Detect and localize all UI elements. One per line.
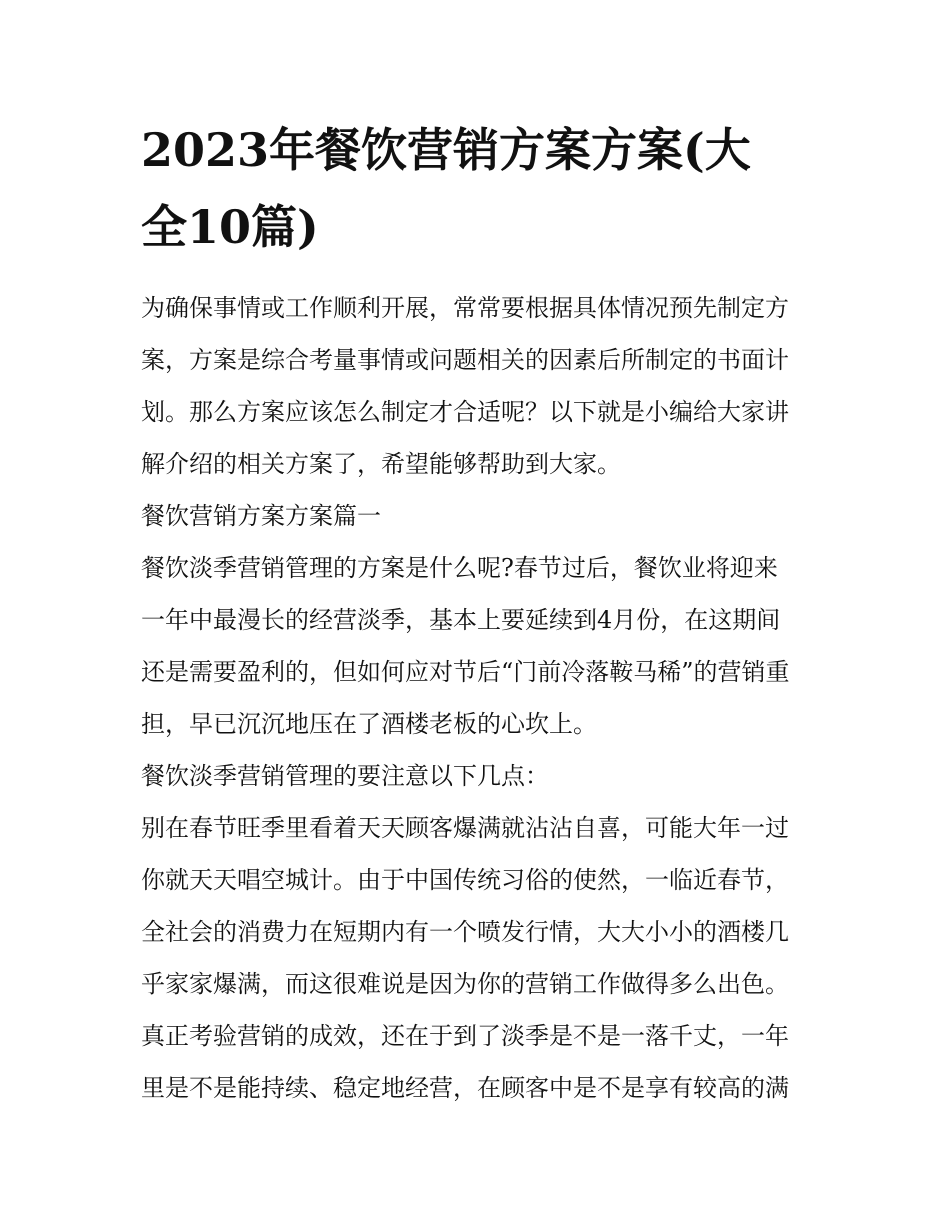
text-line: 里是不是能持续、稳定地经营，在顾客中是不是享有较高的满 bbox=[141, 1074, 789, 1102]
title-line: 2023年餐饮营销方案方案(大 bbox=[141, 123, 751, 177]
text-line: 案，方案是综合考量事情或问题相关的因素后所制定的书面计 bbox=[141, 346, 789, 374]
text-line: 划。那么方案应该怎么制定才合适呢？以下就是小编给大家讲 bbox=[141, 398, 789, 426]
title-line: 全10篇) bbox=[141, 200, 319, 254]
text-line: 全社会的消费力在短期内有一个喷发行情，大大小小的酒楼几 bbox=[141, 918, 789, 946]
text-line: 餐饮淡季营销管理的方案是什么呢?春节过后，餐饮业将迎来 bbox=[141, 554, 778, 582]
intro-paragraph bbox=[141, 282, 816, 490]
text-line: 餐饮淡季营销管理的要注意以下几点： bbox=[141, 762, 549, 790]
text-line: 一年中最漫长的经营淡季，基本上要延续到4月份，在这期间 bbox=[141, 606, 781, 634]
section-heading bbox=[141, 490, 816, 542]
text-line: 你就天天唱空城计。由于中国传统习俗的使然，一临近春节， bbox=[141, 866, 789, 894]
text-line: 乎家家爆满，而这很难说是因为你的营销工作做得多么出色。 bbox=[141, 970, 789, 998]
text-line: 别在春节旺季里看着天天顾客爆满就沾沾自喜，可能大年一过 bbox=[141, 814, 789, 842]
text-line: 还是需要盈利的，但如何应对节后“门前冷落鞍马稀”的营销重 bbox=[141, 658, 790, 686]
text-line: 担，早已沉沉地压在了酒楼老板的心坎上。 bbox=[141, 710, 597, 738]
body-paragraph bbox=[141, 542, 816, 750]
text-line: 为确保事情或工作顺利开展，常常要根据具体情况预先制定方 bbox=[141, 294, 789, 322]
document-title bbox=[141, 112, 816, 266]
text-line: 餐饮营销方案方案篇一 bbox=[141, 502, 381, 530]
body-paragraph bbox=[141, 750, 816, 802]
text-line: 真正考验营销的成效，还在于到了淡季是不是一落千丈，一年 bbox=[141, 1022, 789, 1050]
document-body bbox=[141, 112, 816, 1114]
text-line: 解介绍的相关方案了，希望能够帮助到大家。 bbox=[141, 450, 621, 478]
body-paragraph bbox=[141, 802, 816, 1114]
